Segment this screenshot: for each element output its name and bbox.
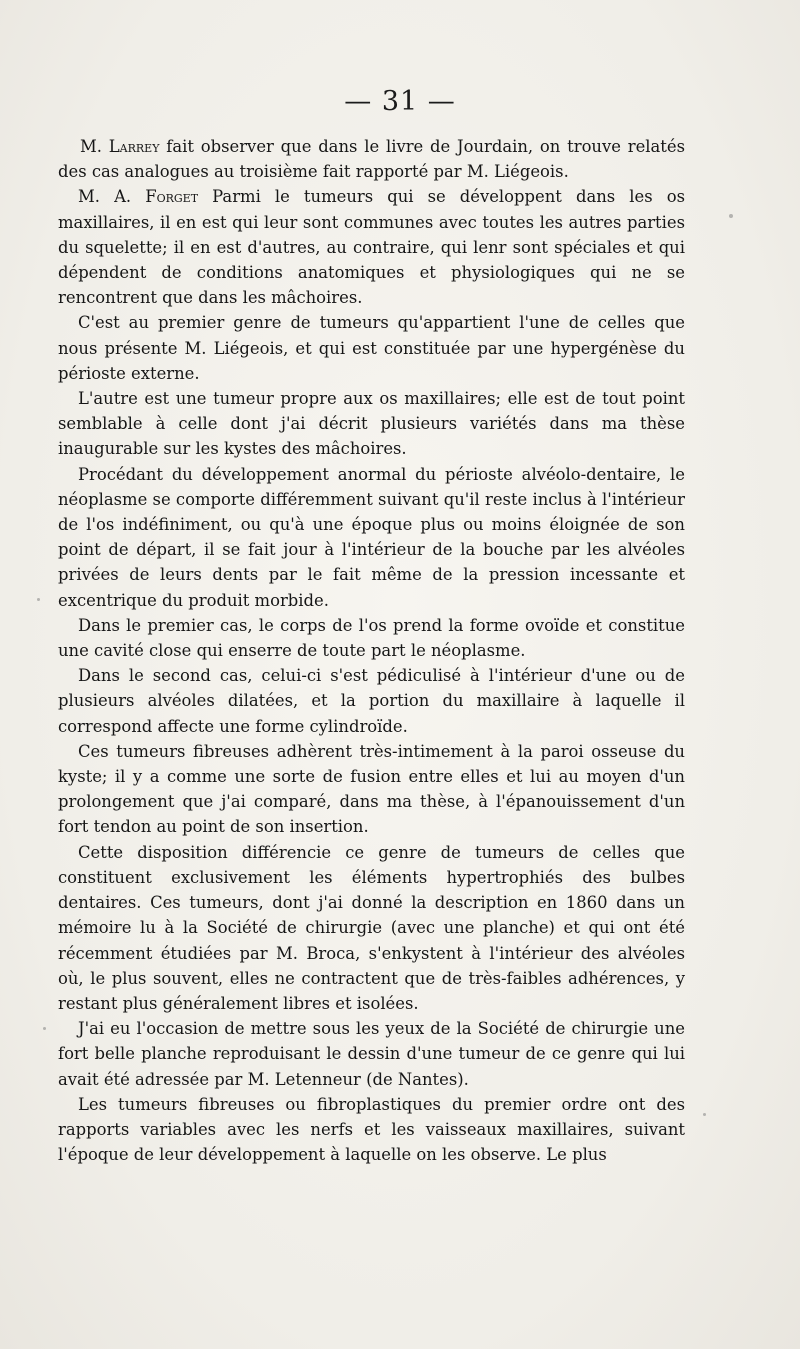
paragraph: Ces tumeurs fibreuses adhèrent très-intimement à la paroi osseuse du kyste; il y a comme une sorte de fusion entre elles et lui au moyen d'un prolongement que j'ai comparé, dans ma thèse, à l'épanouissement d'un fort tendon au point de son insertion. [58,741,685,837]
paragraph: C'est au premier genre de tumeurs qu'appartient l'une de celles que nous présente M. Liégeois, et qui est constituée par une hypergénèse du périoste externe. [58,313,685,383]
paragraph-text: Parmi le tumeurs qui se développent dans les os maxillaires, il en est qui leur sont communes avec toutes les autres parties du squelette; il en est d'autres, au contraire, qui lenr sont spéciales et qui dépendent de conditions anatomiques et physiologiques qui ne se rencontrent que dans les mâchoires. [58,187,685,308]
paragraph-text: fait observer que dans le livre de Jourdain, on trouve relatés des cas analogues au troisième fait rapporté par M. Liégeois. [58,137,685,182]
ink-spot [703,1113,706,1116]
paragraph: Cette disposition différencie ce genre de tumeurs de celles que constituent exclusivement les éléments hypertrophiés des bulbes dentaires. Ces tumeurs, dont j'ai donné la description en 1860 dans un mémoire lu à la Société de chirurgie (avec une planche) et qui ont été récemment étudiées par M. Broca, s'enkystent à l'intérieur des alvéoles où, le plus souvent, elles ne contractent que de très-faibles adhérences, y restant plus généralement libres et isolées. [58,842,685,1013]
page-number: — 31 — [344,86,456,117]
body-text [58,134,685,1167]
paragraph: Les tumeurs fibreuses ou fibroplastiques du premier ordre ont des rapports variables avec les nerfs et les vaisseaux maxillaires, suivant l'époque de leur développement à laquelle on les observe. Le plus [58,1094,685,1165]
paragraph-forget [58,184,685,310]
ink-spot [43,1027,46,1030]
ink-spot [37,598,40,601]
paragraph: J'ai eu l'occasion de mettre sous les yeux de la Société de chirurgie une fort belle planche reproduisant le dessin d'une tumeur de ce genre qui lui avait été adressée par M. Letenneur (de Nantes). [58,1019,685,1089]
speaker-name: M. A. Forget [78,187,199,207]
paragraph-larrey [58,134,685,184]
speaker-name: M. Larrey [80,137,160,156]
paragraph: Procédant du développement anormal du périoste alvéolo-dentaire, le néoplasme se comporte différemment suivant qu'il reste inclus à l'intérieur de l'os indéfiniment, ou qu'à une époque plus ou moins éloignée de son point de départ, il se fait jour à l'intérieur de la bouche par les alvéoles privées de leurs dents par le fait même de la pression incessante et excentrique du produit morbide. [58,464,685,610]
ink-spot [729,214,733,218]
paragraph: L'autre est une tumeur propre aux os maxillaires; elle est de tout point semblable à celle dont j'ai décrit plusieurs variétés dans ma thèse inaugurable sur les kystes des mâchoires. [58,389,685,459]
paragraph: Dans le premier cas, le corps de l'os prend la forme ovoïde et constitue une cavité close qui enserre de toute part le néoplasme. [58,615,685,661]
paragraph: Dans le second cas, celui-ci s'est pédiculisé à l'intérieur d'une ou de plusieurs alvéoles dilatées, et la portion du maxillaire à laquelle il correspond affecte une forme cylindroïde. [58,666,685,736]
